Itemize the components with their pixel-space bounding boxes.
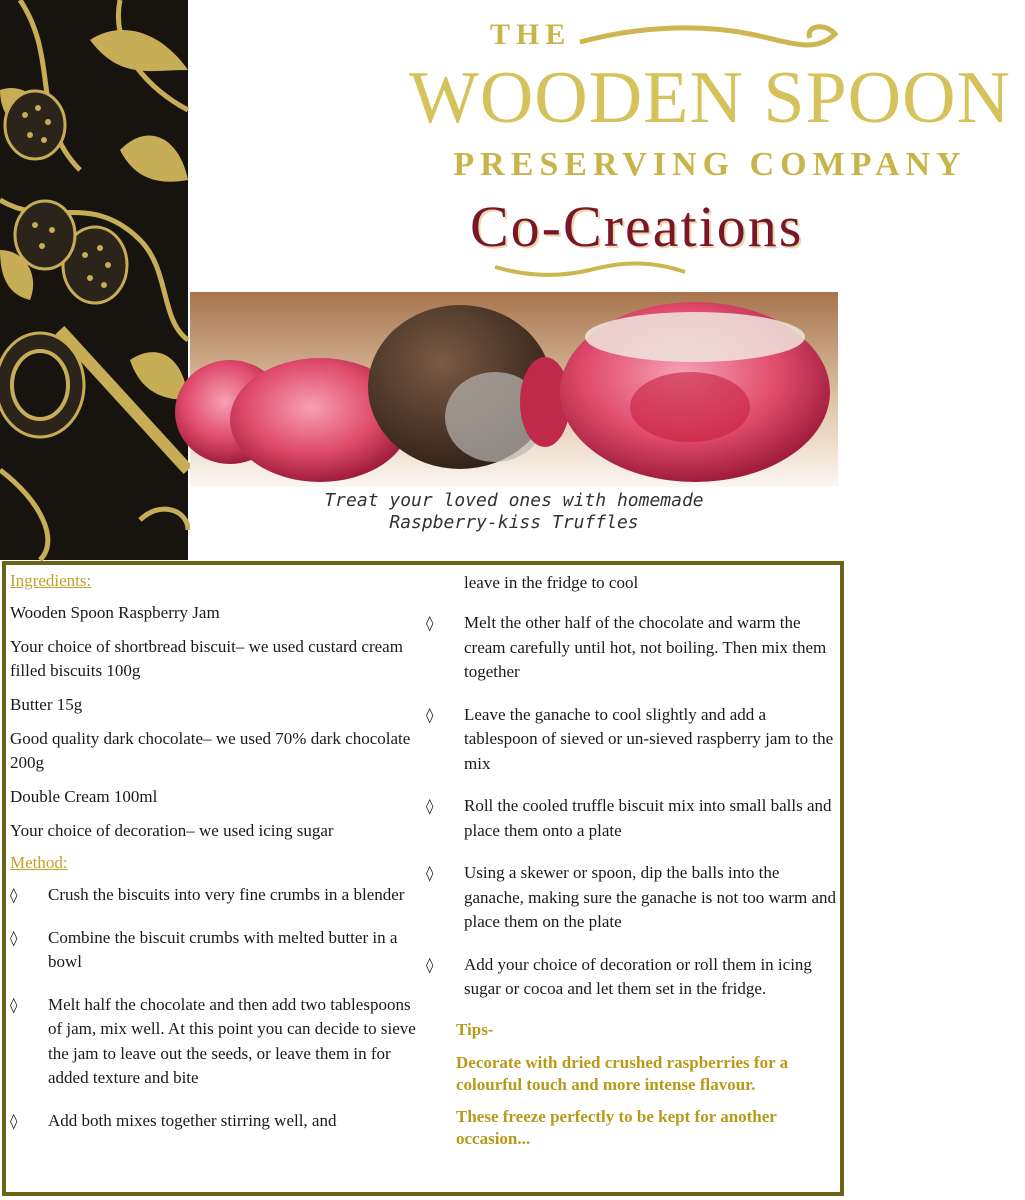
ingredient-item: Your choice of decoration– we used icing sugar	[10, 821, 334, 840]
brand-subtitle: PRESERVING COMPANY	[453, 146, 967, 183]
ingredients-heading: Ingredients:	[10, 571, 92, 590]
ingredient-item: Wooden Spoon Raspberry Jam	[10, 603, 220, 622]
method-step	[426, 861, 836, 935]
step-text: Roll the cooled truffle biscuit mix into small balls and place them onto a plate	[464, 796, 832, 840]
diamond-bullet-icon: ◊	[426, 614, 434, 632]
diamond-bullet-icon: ◊	[10, 928, 18, 947]
method-step	[10, 883, 420, 908]
method-step	[10, 926, 420, 975]
diamond-bullet-icon: ◊	[426, 864, 434, 882]
step-text: Combine the biscuit crumbs with melted butter in a bowl	[48, 927, 398, 971]
caption-line-2: Raspberry-kiss Truffles	[389, 512, 639, 533]
decorative-woodcut-panel	[0, 0, 188, 560]
brand-prefix: THE	[490, 18, 572, 51]
recipe-box	[2, 561, 844, 1196]
diamond-bullet-icon: ◊	[10, 1111, 18, 1130]
method-heading: Method:	[10, 853, 68, 872]
photo-caption	[190, 490, 838, 534]
step-text: Add both mixes together stirring well, and	[48, 1110, 337, 1130]
step-text: Add your choice of decoration or roll them in icing sugar or cocoa and let them set in the fridge.	[464, 954, 812, 998]
ingredient-item: Double Cream 100ml	[10, 787, 158, 806]
berry-spoon-illustration	[0, 0, 188, 560]
brand-name: WOODEN SPOON	[409, 57, 1011, 139]
ingredient-item: Butter 15g	[10, 695, 83, 714]
diamond-bullet-icon: ◊	[426, 797, 434, 815]
step-text: Melt half the chocolate and then add two tablespoons of jam, mix well. At this point you can decide to sieve the jam to leave out the seeds, or leave them in for added texture and bite	[48, 994, 416, 1087]
raspberry-truffle-image	[190, 292, 838, 487]
method-step	[426, 794, 836, 843]
ingredient-item: Your choice of shortbread biscuit– we used custard cream filled biscuits 100g	[10, 637, 403, 680]
series-title: Co-Creations	[470, 194, 804, 259]
method-step	[426, 703, 836, 777]
method-step	[426, 953, 836, 1002]
step-text: Leave the ganache to cool slightly and add a tablespoon of sieved or un-sieved raspberry jam to the mix	[464, 704, 834, 773]
caption-line-1: Treat your loved ones with homemade	[324, 490, 704, 511]
tip-item: Decorate with dried crushed raspberries for a colourful touch and more intense flavour.	[456, 1052, 789, 1094]
method-step	[10, 993, 420, 1091]
tip-item: These freeze perfectly to be kept for another occasion...	[456, 1106, 777, 1148]
step-continuation: leave in the fridge to cool	[464, 573, 639, 592]
ingredient-item: Good quality dark chocolate– we used 70% dark chocolate 200g	[10, 729, 411, 772]
step-text: Crush the biscuits into very fine crumbs in a blender	[48, 885, 405, 904]
decorative-swash-bottom	[490, 252, 690, 282]
diamond-bullet-icon: ◊	[10, 886, 18, 904]
truffles-photo	[190, 292, 838, 554]
step-text: Using a skewer or spoon, dip the balls into the ganache, making sure the ganache is not too warm and place them on the plate	[464, 863, 836, 931]
recipe-left-column	[10, 571, 420, 1151]
diamond-bullet-icon: ◊	[426, 705, 434, 724]
method-step	[426, 611, 836, 685]
method-step	[10, 1109, 420, 1134]
diamond-bullet-icon: ◊	[426, 955, 434, 974]
recipe-right-column	[426, 571, 836, 1160]
brand-header	[190, 0, 1011, 290]
diamond-bullet-icon: ◊	[10, 995, 18, 1014]
step-text: Melt the other half of the chocolate and warm the cream carefully until hot, not boiling. Then mix them together	[464, 613, 827, 681]
tips-heading: Tips-	[456, 1019, 494, 1039]
